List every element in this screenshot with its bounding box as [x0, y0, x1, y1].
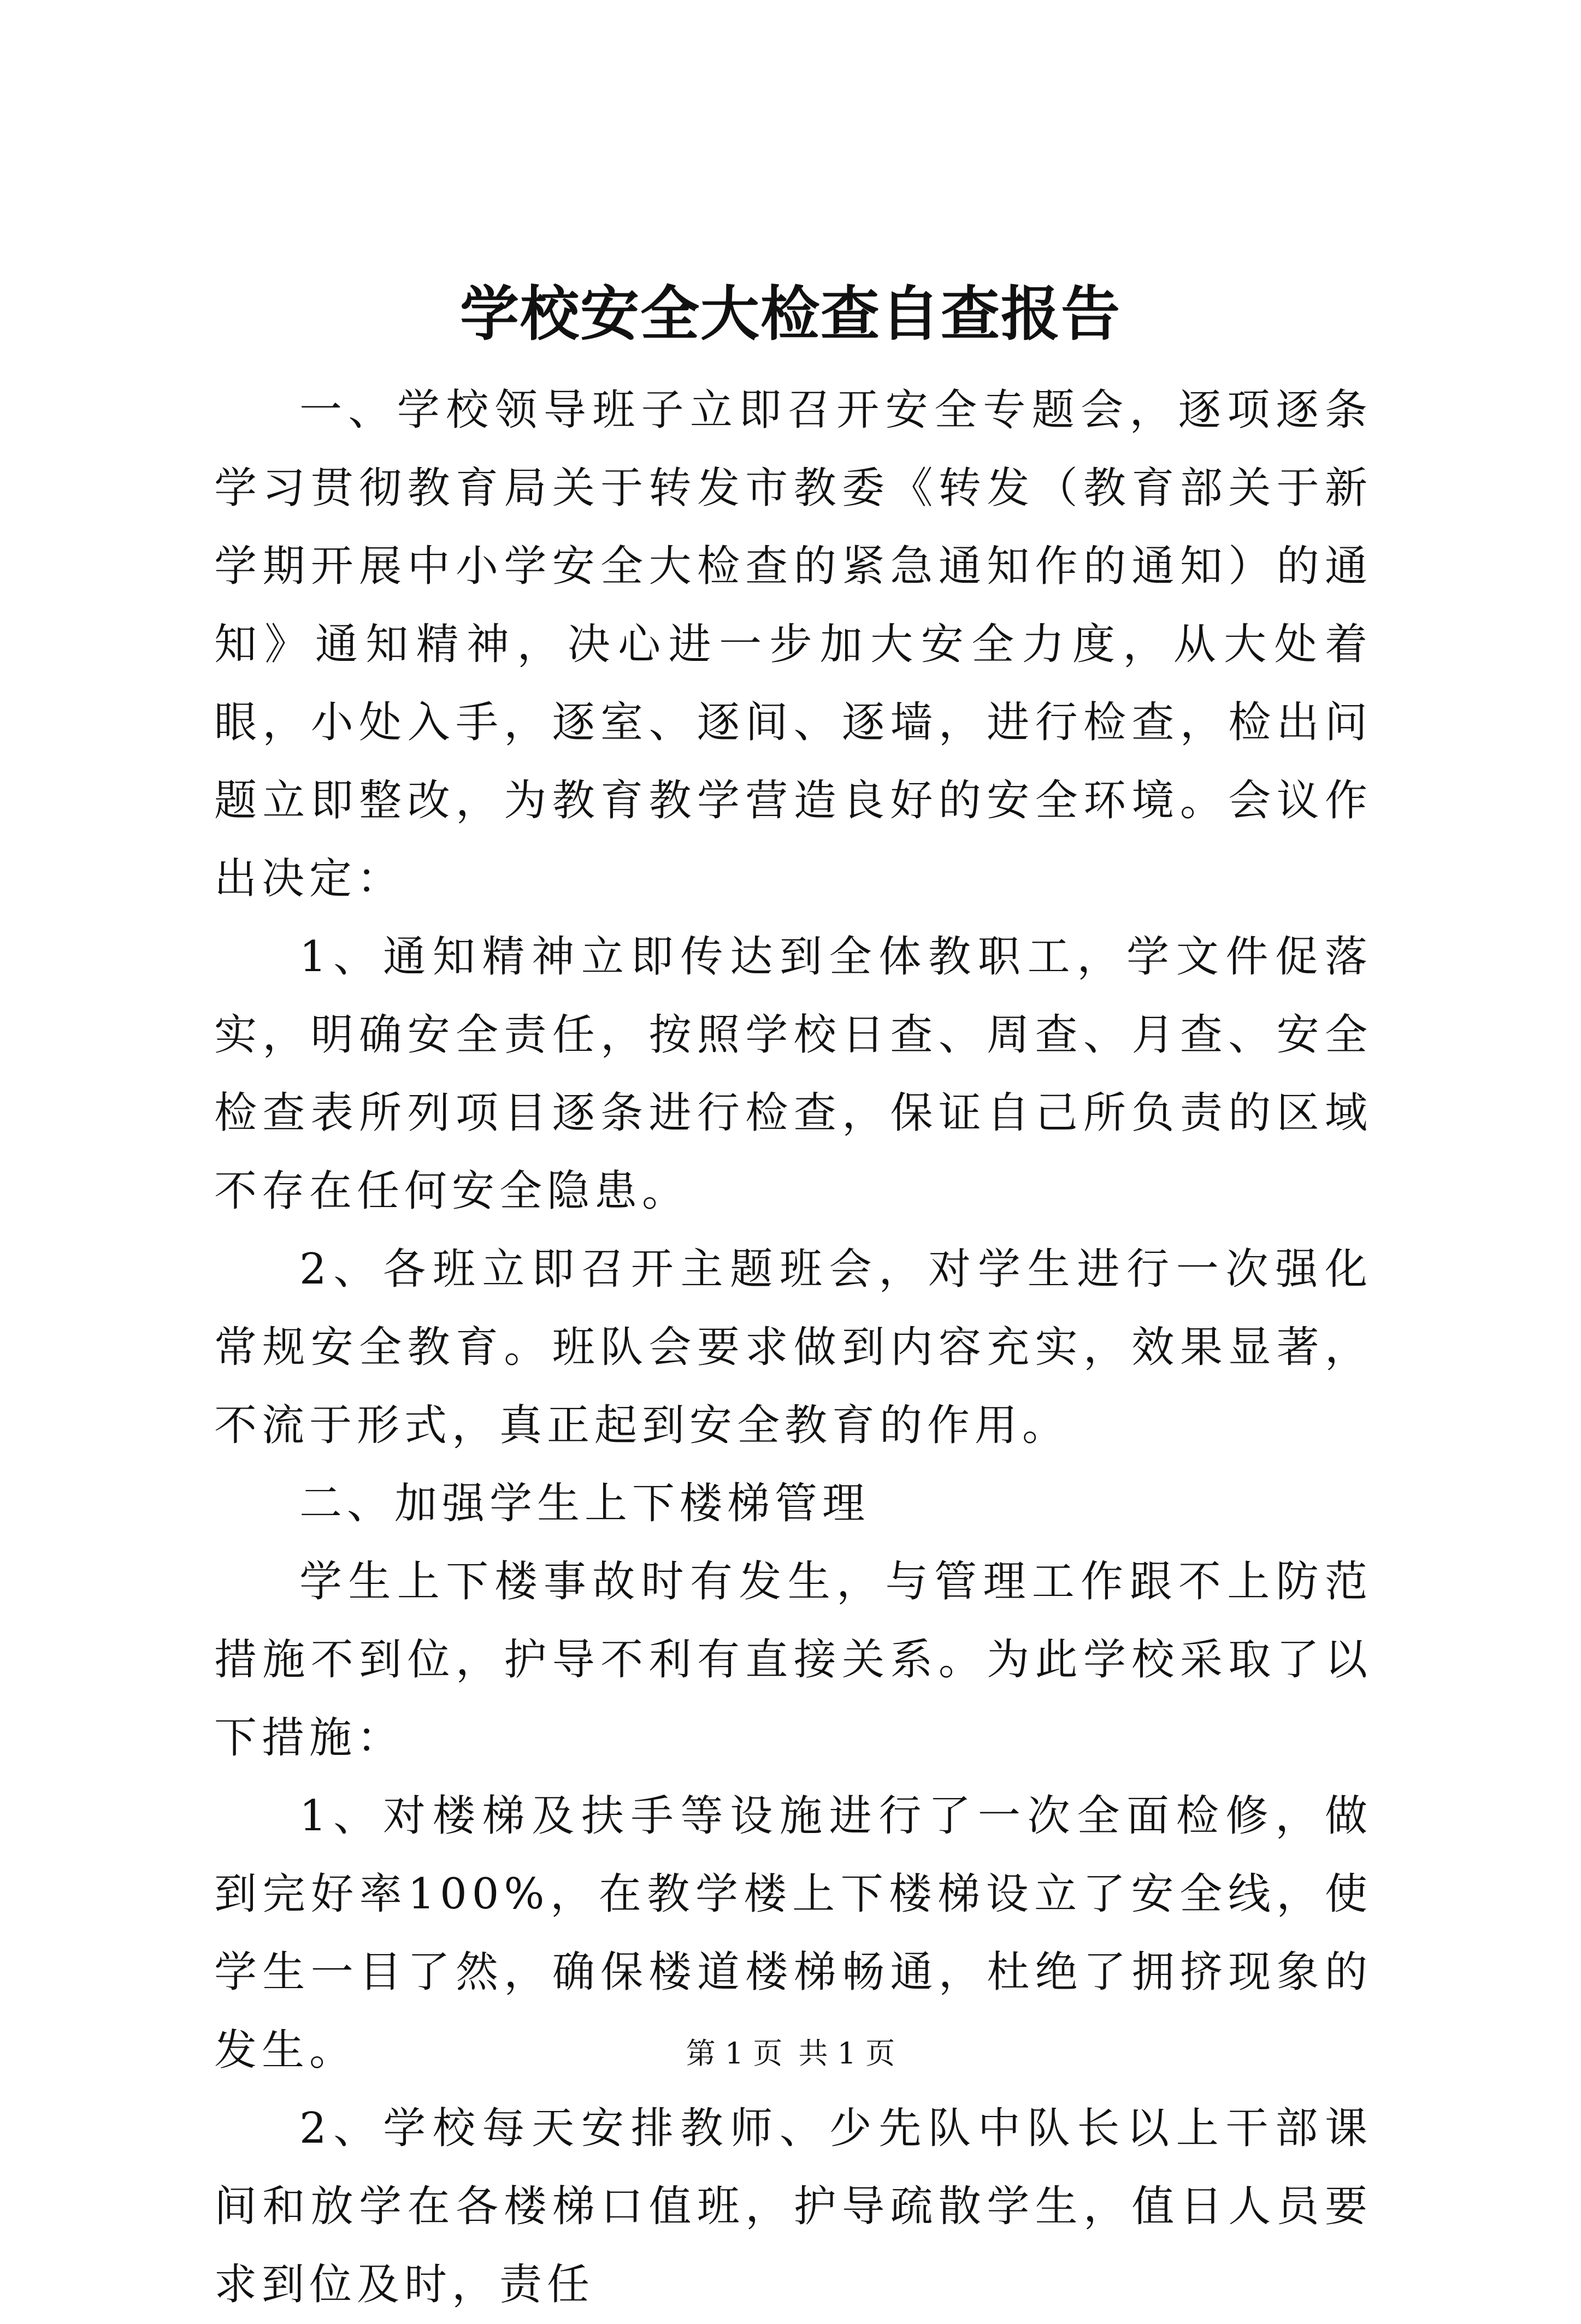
paragraph-2: 1、通知精神立即传达到全体教职工，学文件促落实，明确安全责任，按照学校日查、周查、月查、安全检查表所列项目逐条进行检查，保证自己所负责的区域不存在任何安全隐患。: [214, 932, 1372, 1216]
page-total: 共 1 页: [798, 2036, 895, 2071]
page-number: 第 1 页: [686, 2036, 783, 2071]
document-body: [214, 371, 1372, 2324]
paragraph-1: 一、学校领导班子立即召开安全专题会，逐项逐条学习贯彻教育局关于转发市教委《转发（教育部关于新学期开展中小学安全大检查的紧急通知作的通知）的通知》通知精神，决心进一步加大安全力度，从大处着眼，小处入手，逐室、逐间、逐墙，进行检查，检出问题立即整改，为教育教学营造良好的安全环境。会议作出决定：: [214, 386, 1372, 903]
paragraph-4: 二、加强学生上下楼梯管理: [299, 1479, 870, 1528]
page-footer: [0, 2032, 1581, 2075]
document-title: 学校安全大检查自查报告: [459, 280, 1121, 348]
paragraph-3: 2、各班立即召开主题班会，对学生进行一次强化常规安全教育。班队会要求做到内容充实，效果显著，不流于形式，真正起到安全教育的作用。: [214, 1245, 1372, 1450]
paragraph-6: 1、对楼梯及扶手等设施进行了一次全面检修，做到完好率100%，在教学楼上下楼梯设立了安全线，使学生一目了然，确保楼道楼梯畅通，杜绝了拥挤现象的发生。: [214, 1791, 1372, 2075]
paragraph-7: 2、学校每天安排教师、少先队中队长以上干部课间和放学在各楼梯口值班，护导疏散学生，值日人员要求到位及时，责任: [214, 2104, 1372, 2309]
paragraph-5: 学生上下楼事故时有发生，与管理工作跟不上防范措施不到位，护导不利有直接关系。为此学校采取了以下措施：: [214, 1557, 1372, 1763]
